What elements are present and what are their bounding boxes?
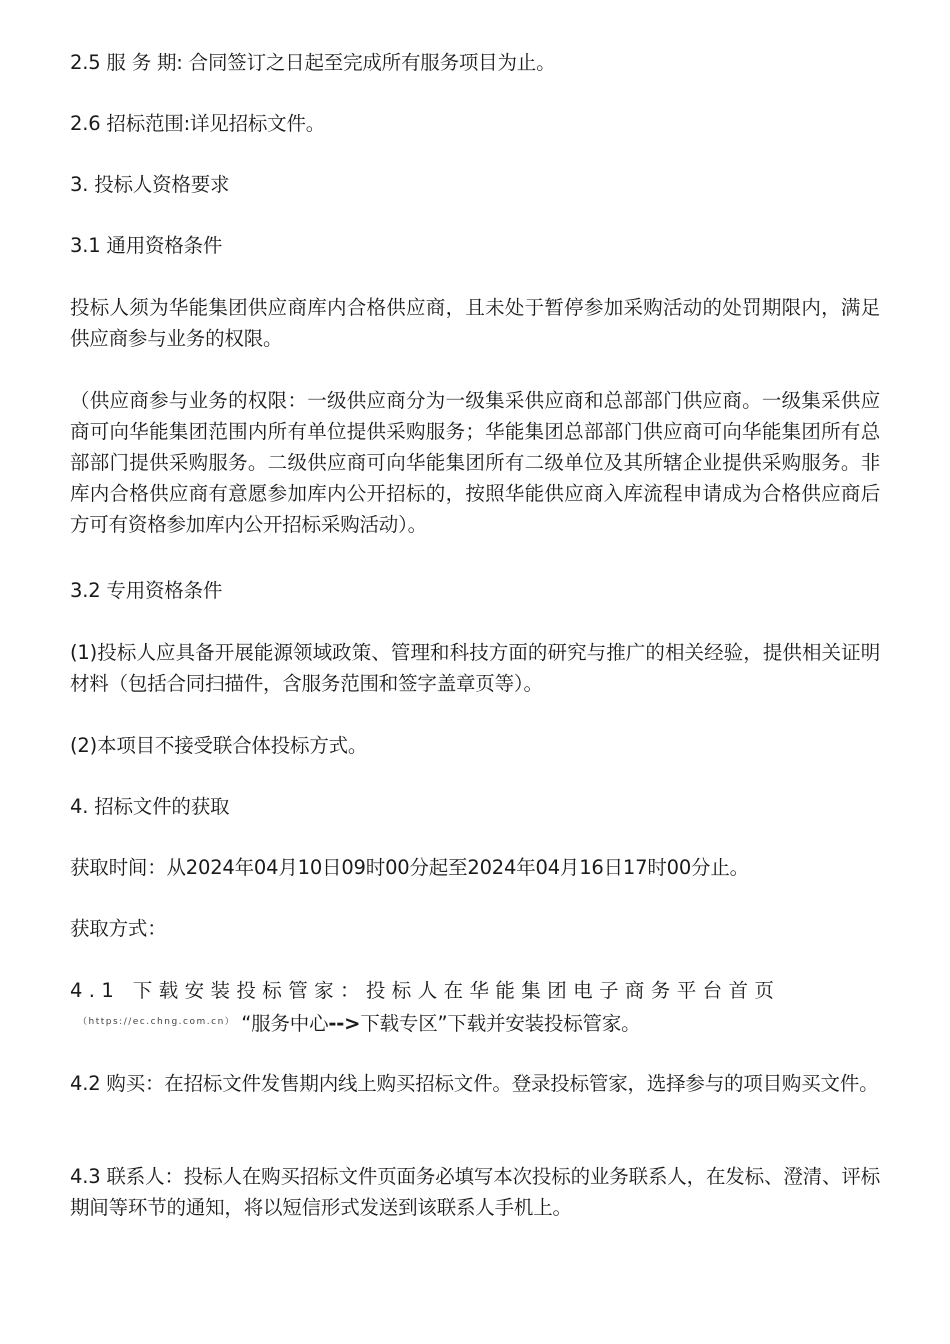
- section-4-heading: 4. 招标文件的获取: [70, 795, 230, 818]
- step-4-1-line-2: [70, 1007, 880, 1039]
- obtain-time: 获取时间：从2024年04月10日09时00分起至2024年04月16日17时00分止。: [70, 856, 749, 879]
- service-period: 2.5 服 务 期: 合同签订之日起至完成所有服务项目为止。: [70, 51, 556, 74]
- section-3-1-heading: 3.1 通用资格条件: [70, 234, 223, 257]
- step-4-2: 4.2 购买：在招标文件发售期内线上购买招标文件。登录投标管家，选择参与的项目购买文件。: [70, 1072, 879, 1095]
- section-3-heading: 3. 投标人资格要求: [70, 173, 230, 196]
- section-3-2-heading: 3.2 专用资格条件: [70, 579, 223, 602]
- section-3-2-item-1: (1)投标人应具备开展能源领域政策、管理和科技方面的研究与推广的相关经验，提供相关证明材料（包括合同扫描件，含服务范围和签字盖章页等）。: [70, 641, 880, 695]
- section-3-1-note: （供应商参与业务的权限：一级供应商分为一级集采供应商和总部部门供应商。一级集采供应商可向华能集团范围内所有单位提供采购服务；华能集团总部部门供应商可向华能集团所有总部部门提供采购服务。二级供应商可向华能集团所有二级单位及其所辖企业提供采购服务。非库内合格供应商有意愿参加库内公开招标的，按照华能供应商入库流程申请成为合格供应商后方可有资格参加库内公开招标采购活动）。: [70, 389, 880, 536]
- section-3-1-body: 投标人须为华能集团供应商库内合格供应商，且未处于暂停参加采购活动的处罚期限内，满足供应商参与业务的权限。: [70, 296, 880, 350]
- step-4-3: 4.3 联系人：投标人在购买招标文件页面务必填写本次投标的业务联系人，在发标、澄清、评标期间等环节的通知，将以短信形式发送到该联系人手机上。: [70, 1165, 880, 1219]
- step-4-1-text: 4.1 下载安装投标管家：投标人在华能集团电子商务平台首页: [70, 979, 781, 1002]
- platform-url: （https://ec.chng.com.cn）: [78, 1017, 236, 1027]
- step-4-1-line-1: [70, 975, 880, 1006]
- section-3-2-item-2: (2)本项目不接受联合体投标方式。: [70, 734, 368, 757]
- obtain-method: 获取方式：: [70, 917, 167, 940]
- download-zone-text: 下载专区”下载并安装投标管家。: [360, 1012, 641, 1035]
- service-center-text: “服务中心: [241, 1012, 329, 1035]
- bid-scope: 2.6 招标范围:详见招标文件。: [70, 112, 326, 135]
- arrow-glyph: -->: [328, 1012, 361, 1035]
